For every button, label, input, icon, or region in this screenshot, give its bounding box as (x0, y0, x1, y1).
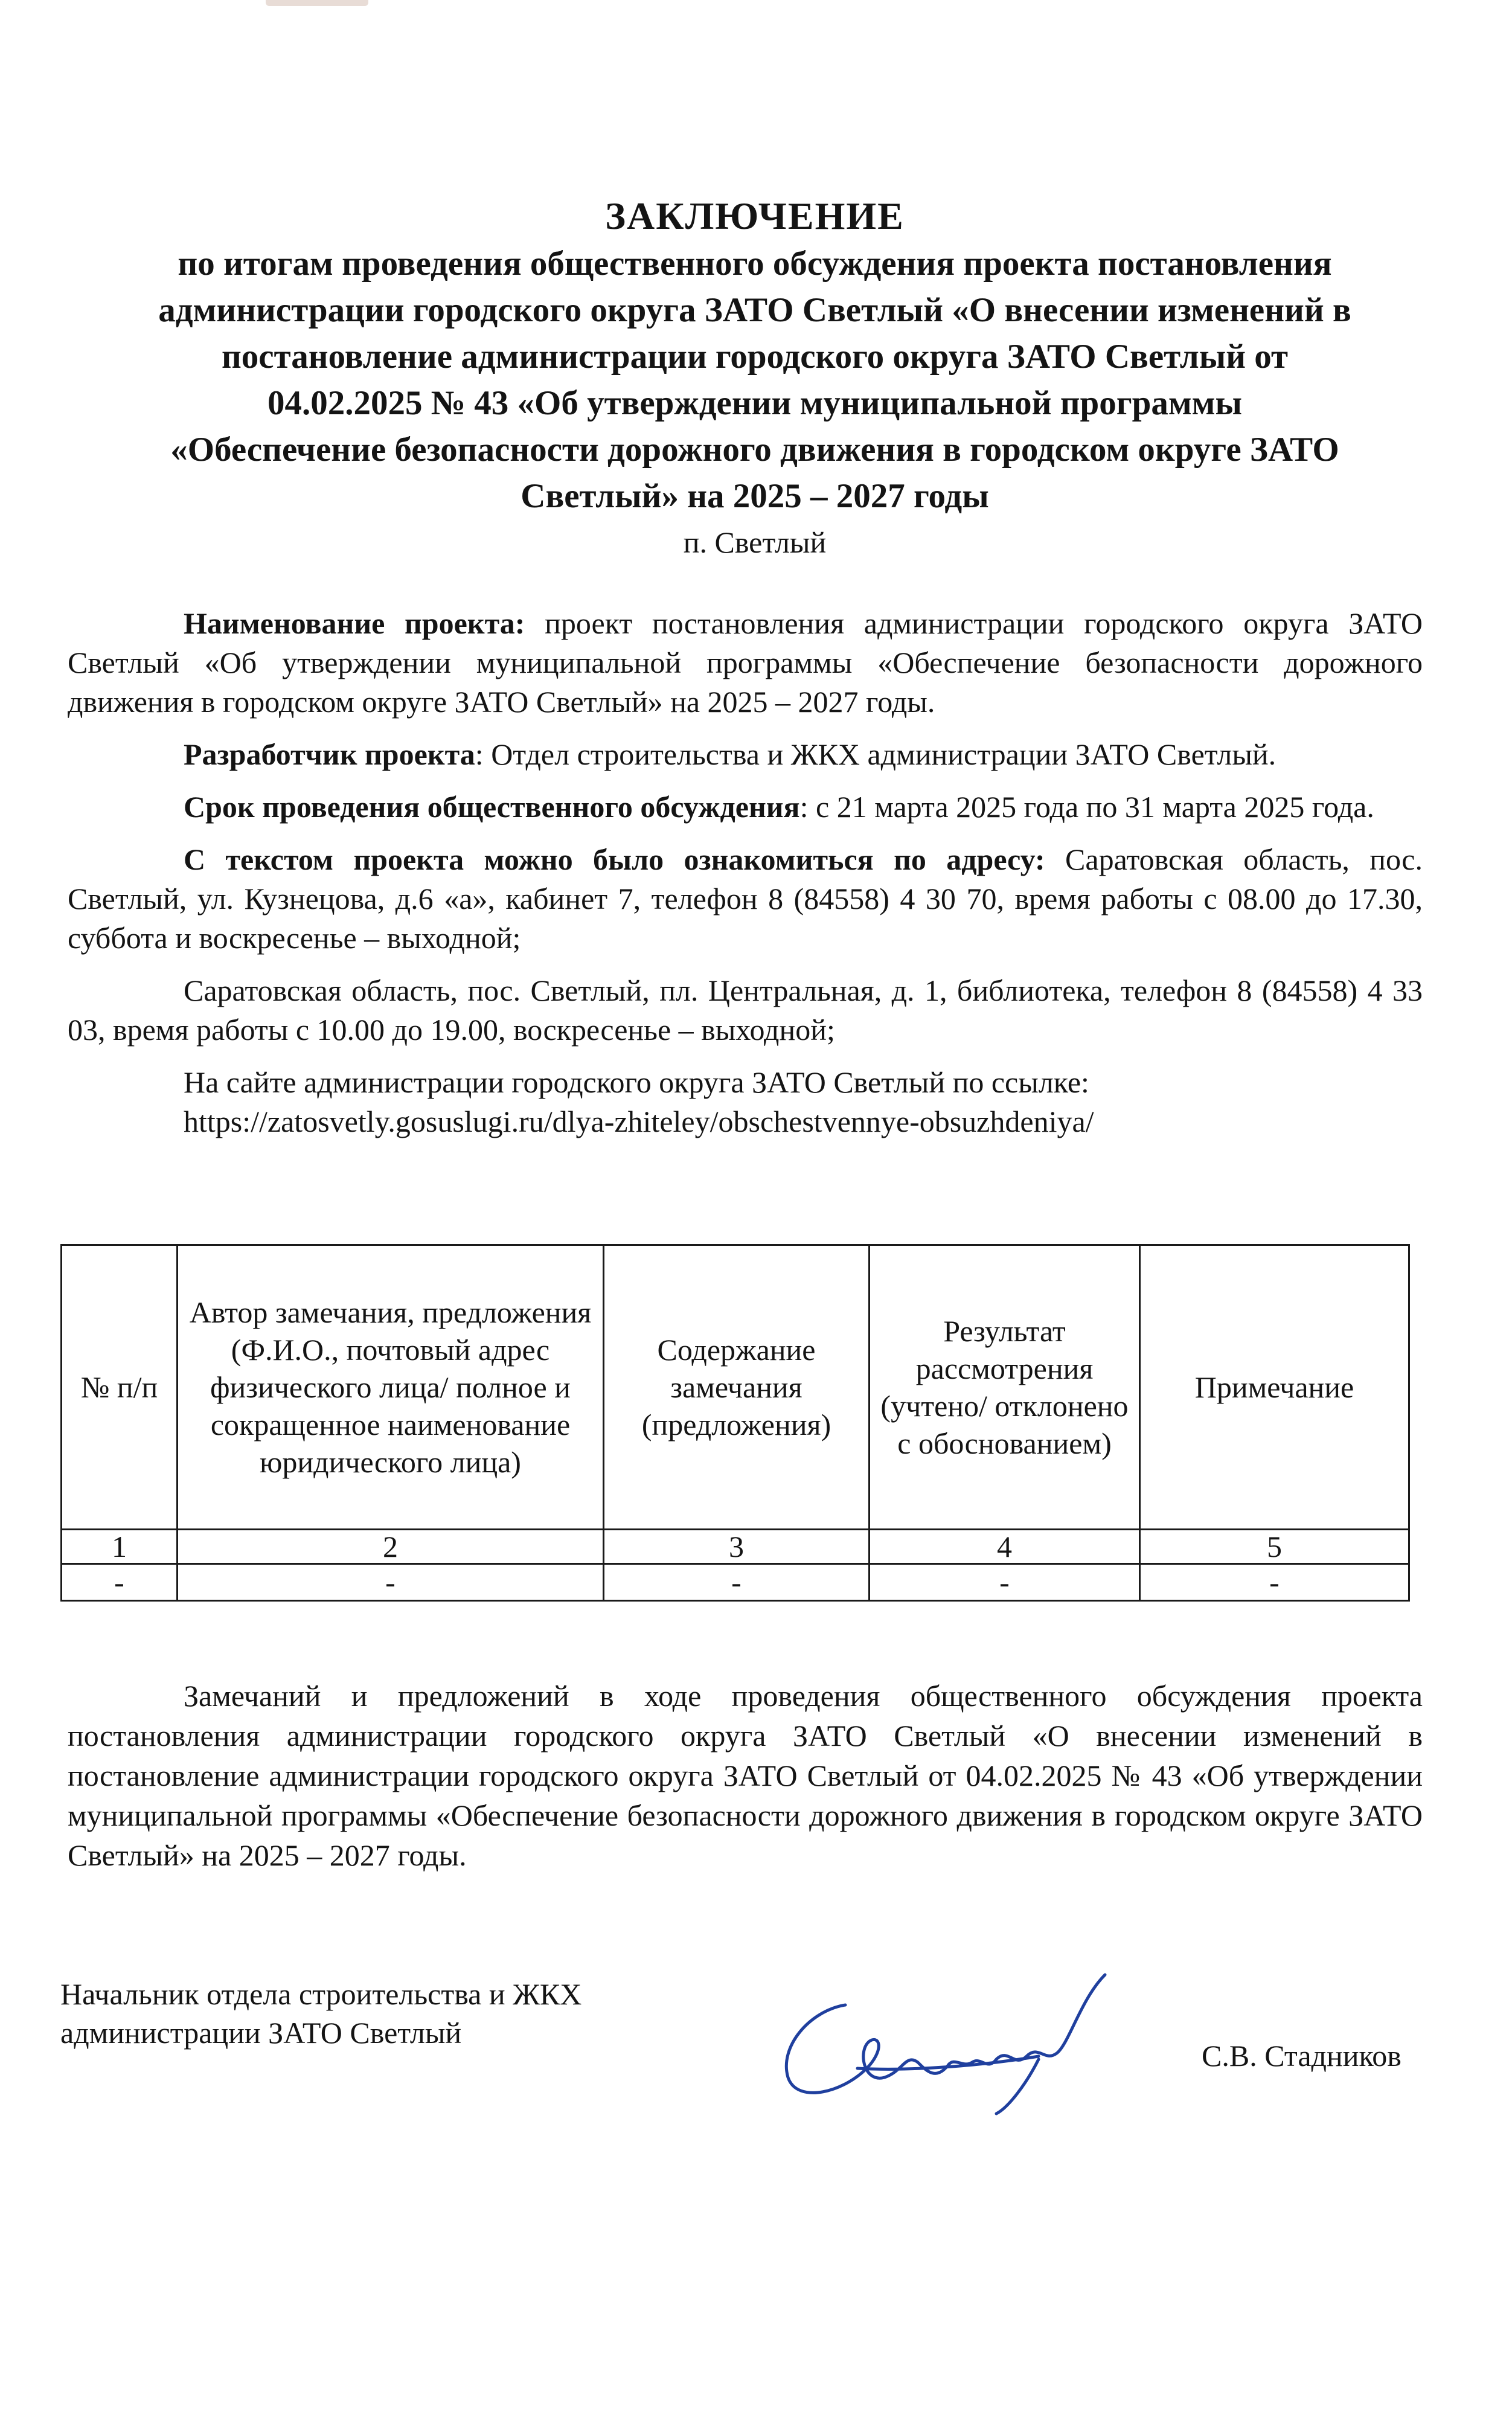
signer-name: С.В. Стадников (1202, 2039, 1401, 2073)
period-text: : с 21 марта 2025 года по 31 марта 2025 года. (799, 790, 1374, 824)
address-label: С текстом проекта можно было ознакомиться по адресу: (184, 842, 1045, 876)
project-name-paragraph (68, 604, 1423, 722)
table-cell: - (62, 1564, 178, 1601)
header-number: № п/п (62, 1245, 178, 1530)
project-details (68, 604, 1423, 1141)
document-subtitle (72, 240, 1437, 519)
remarks-table (60, 1244, 1410, 1602)
column-number-row (62, 1530, 1409, 1564)
signer-position-line: Начальник отдела строительства и ЖКХ (60, 1977, 582, 2011)
period-paragraph (68, 787, 1423, 827)
subtitle-line: 04.02.2025 № 43 «Об утверждении муниципальной программы (267, 384, 1242, 422)
document-title: ЗАКЛЮЧЕНИЕ (605, 194, 905, 237)
address-text: Саратовская область, пос. Светлый, ул. Кузнецова, д.6 «а», кабинет 7, телефон 8 (84558) 4 30 70, время работы с 08.00 до 17.30, суббота и воскресенье – выходной; (68, 842, 1423, 955)
scan-mark (266, 0, 368, 6)
project-name-label: Наименование проекта: (184, 606, 525, 640)
table-cell: - (178, 1564, 604, 1601)
developer-paragraph (68, 735, 1423, 774)
column-number: 2 (178, 1530, 604, 1564)
table-row (62, 1564, 1409, 1601)
document-header (66, 192, 1443, 562)
address2-paragraph: Саратовская область, пос. Светлый, пл. Центральная, д. 1, библиотека, телефон 8 (84558) 4 33 03, время работы с 10.00 до 19.00, воскресенье – выходной; (68, 973, 1423, 1047)
conclusion-paragraph: Замечаний и предложений в ходе проведения общественного обсуждения проекта постановления администрации городского округа ЗАТО Светлый «О внесении изменений в постановление администрации городского округа ЗАТО Светлый от 04.02.2025 № 43 «Об утверждении муниципальной программы «Обеспечение безопасности дорожного движения в городском округе ЗАТО Светлый» на 2025 – 2027 годы. (68, 1679, 1423, 1872)
developer-label: Разработчик проекта (184, 737, 475, 771)
table-cell: - (1140, 1564, 1409, 1601)
site-line: На сайте администрации городского округа ЗАТО Светлый по ссылке: (184, 1065, 1089, 1099)
address-paragraph (68, 840, 1423, 958)
developer-text: : Отдел строительства и ЖКХ администрации ЗАТО Светлый. (475, 737, 1277, 771)
table-header-row (62, 1245, 1409, 1530)
site-url: https://zatosvetly.gosuslugi.ru/dlya-zhiteley/obschestvennye-obsuzhdeniya/ (184, 1105, 1094, 1138)
header-result: Результат рассмотрения (учтено/ отклонено с обоснованием) (870, 1245, 1140, 1530)
column-number: 4 (870, 1530, 1140, 1564)
column-number: 3 (604, 1530, 870, 1564)
signer-position (60, 1975, 581, 2052)
table-cell: - (604, 1564, 870, 1601)
period-label: Срок проведения общественного обсуждения (184, 790, 800, 824)
document-place: п. Светлый (683, 525, 827, 559)
header-content: Содержание замечания (предложения) (604, 1245, 870, 1530)
subtitle-line: по итогам проведения общественного обсуждения проекта постановления (178, 245, 1332, 283)
subtitle-line: постановление администрации городского округа ЗАТО Светлый от (221, 338, 1289, 376)
handwritten-signature (755, 1963, 1129, 2120)
header-author: Автор замечания, предложения (Ф.И.О., почтовый адрес физического лица/ полное и сокращенное наименование юридического лица) (178, 1245, 604, 1530)
subtitle-line: «Обеспечение безопасности дорожного движения в городском округе ЗАТО (170, 431, 1339, 469)
subtitle-line: Светлый» на 2025 – 2027 годы (521, 477, 989, 515)
signer-position-line: администрации ЗАТО Светлый (60, 2016, 462, 2050)
column-number: 1 (62, 1530, 178, 1564)
project-name-text: проект постановления администрации городского округа ЗАТО Светлый «Об утверждении муниципальной программы «Обеспечение безопасности дорожного движения в городском округе ЗАТО Светлый» на 2025 – 2027 годы. (68, 606, 1423, 719)
column-number: 5 (1140, 1530, 1409, 1564)
header-note: Примечание (1140, 1245, 1409, 1530)
table-cell: - (870, 1564, 1140, 1601)
subtitle-line: администрации городского округа ЗАТО Светлый «О внесении изменений в (158, 291, 1351, 329)
